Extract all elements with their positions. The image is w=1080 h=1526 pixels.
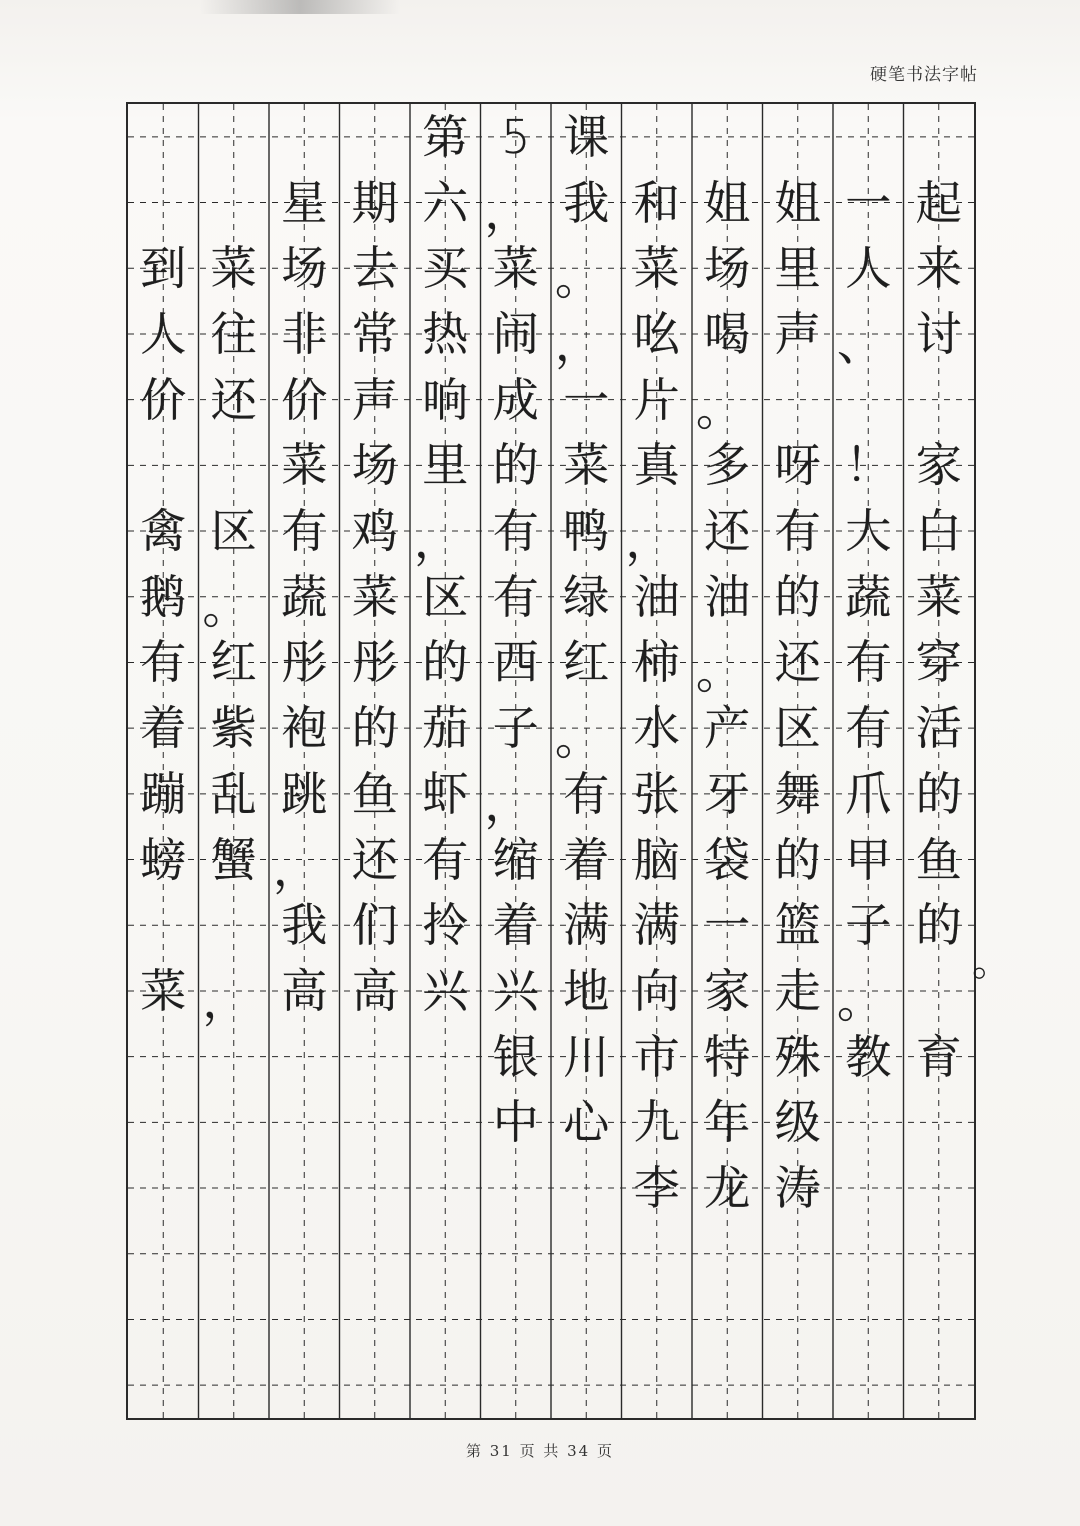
grid-cell — [199, 1155, 270, 1221]
grid-cell: 有 — [492, 569, 539, 624]
grid-cell — [481, 1352, 552, 1418]
grid-cell — [269, 1287, 340, 1353]
grid-cell — [340, 1221, 411, 1287]
grid-row — [128, 498, 974, 568]
grid-cell: 茄 — [422, 701, 469, 756]
grid-cell: 讨 — [915, 306, 962, 361]
grid-cell: 走 — [774, 963, 821, 1018]
grid-cell — [551, 1287, 622, 1353]
grid-cell: 第 — [422, 109, 469, 164]
grid-cell: 价 — [281, 372, 328, 427]
grid-cell: 张 — [633, 766, 680, 821]
grid-row — [128, 367, 974, 437]
grid-cell: 白 — [915, 504, 962, 559]
grid-cell — [340, 1155, 411, 1221]
grid-cell — [269, 1352, 340, 1418]
grid-cell — [340, 1090, 411, 1156]
grid-cell: 有 — [422, 832, 469, 887]
grid-cell: 产 — [704, 701, 751, 756]
grid-cell: 禽 — [140, 504, 187, 559]
grid-row — [128, 1287, 974, 1353]
grid-cell — [340, 104, 411, 170]
grid-cell: 真 — [633, 438, 680, 493]
grid-cell: 油 — [633, 569, 680, 624]
grid-cell: 菜 — [210, 241, 257, 296]
grid-cell — [340, 1024, 411, 1090]
grid-cell: 红 — [210, 635, 257, 690]
grid-cell: 着 — [492, 898, 539, 953]
grid-cell — [904, 1221, 975, 1287]
grid-cell: 地 — [563, 963, 610, 1018]
grid-cell — [128, 1090, 199, 1156]
grid-cell: 市 — [633, 1029, 680, 1084]
grid-cell: 年 — [704, 1095, 751, 1150]
grid-cell: ， — [273, 842, 319, 897]
grid-cell: 紫 — [210, 701, 257, 756]
grid-cell: 菜 — [633, 241, 680, 296]
grid-cell: 一 — [845, 175, 892, 230]
grid-cell: 。 — [555, 251, 601, 306]
grid-cell — [763, 1221, 834, 1287]
grid-cell: 的 — [351, 701, 398, 756]
grid-cell: 买 — [422, 241, 469, 296]
grid-cell — [904, 1155, 975, 1221]
grid-cell: 家 — [915, 438, 962, 493]
grid-cell: 满 — [563, 898, 610, 953]
grid-row — [128, 958, 974, 1028]
grid-row — [128, 1352, 974, 1418]
grid-cell — [128, 1155, 199, 1221]
grid-cell: 鸭 — [563, 504, 610, 559]
grid-cell — [692, 1352, 763, 1418]
grid-cell — [199, 433, 270, 499]
grid-cell: 菜 — [915, 569, 962, 624]
grid-cell: 吆 — [633, 306, 680, 361]
grid-cell — [269, 1155, 340, 1221]
grid-cell: 水 — [633, 701, 680, 756]
grid-cell: 人 — [845, 241, 892, 296]
grid-cell: 西 — [492, 635, 539, 690]
grid-cell: 的 — [774, 832, 821, 887]
grid-cell: 们 — [351, 898, 398, 953]
grid-cell: 到 — [140, 241, 187, 296]
writing-grid — [126, 102, 976, 1420]
grid-cell: 脑 — [633, 832, 680, 887]
grid-cell: 。 — [696, 382, 742, 437]
grid-cell: 我 — [563, 175, 610, 230]
grid-cell: 有 — [845, 701, 892, 756]
grid-cell: 还 — [351, 832, 398, 887]
grid-cell — [199, 1221, 270, 1287]
grid-row — [128, 1155, 974, 1221]
grid-cell: 非 — [281, 306, 328, 361]
grid-cell: 活 — [915, 701, 962, 756]
grid-cell — [622, 1352, 693, 1418]
grid-cell: 一 — [563, 372, 610, 427]
grid-cell: 龙 — [704, 1161, 751, 1216]
grid-cell: 菜 — [281, 438, 328, 493]
grid-cell — [199, 892, 270, 958]
grid-cell — [128, 433, 199, 499]
grid-row — [128, 301, 974, 371]
grid-cell — [481, 1287, 552, 1353]
grid-cell: 场 — [351, 438, 398, 493]
grid-cell: 跳 — [281, 766, 328, 821]
grid-row — [128, 1090, 974, 1156]
grid-cell: ， — [484, 185, 531, 240]
grid-cell: 彤 — [351, 635, 398, 690]
grid-cell: 中 — [492, 1095, 539, 1150]
grid-cell: ， — [484, 776, 531, 831]
grid-cell: ， — [625, 513, 672, 568]
grid-cell: 心 — [563, 1095, 610, 1150]
grid-cell: 穿 — [915, 635, 962, 690]
grid-cell: 鱼 — [915, 832, 962, 887]
grid-cell: 彤 — [281, 635, 328, 690]
grid-cell — [340, 1287, 411, 1353]
grid-cell — [551, 1352, 622, 1418]
grid-cell — [410, 1090, 481, 1156]
grid-cell — [481, 1155, 552, 1221]
grid-cell — [833, 1352, 904, 1418]
grid-cell — [128, 1352, 199, 1418]
grid-cell: 家 — [704, 963, 751, 1018]
grid-cell: 甲 — [845, 832, 892, 887]
grid-cell — [340, 1352, 411, 1418]
grid-cell: 往 — [210, 306, 257, 361]
grid-cell — [128, 170, 199, 236]
grid-cell — [128, 1024, 199, 1090]
grid-cell: 教 — [845, 1029, 892, 1084]
grid-cell — [410, 1221, 481, 1287]
grid-cell — [199, 1090, 270, 1156]
grid-cell: 高 — [281, 963, 328, 1018]
grid-cell: 育 — [915, 1029, 962, 1084]
grid-cell: 九 — [633, 1095, 680, 1150]
grid-cell: 有 — [281, 504, 328, 559]
grid-row — [128, 170, 974, 240]
grid-cell: 还 — [210, 372, 257, 427]
grid-cell: 里 — [774, 241, 821, 296]
grid-cell: 银 — [492, 1029, 539, 1084]
grid-cell: 5 — [501, 109, 531, 164]
grid-cell — [269, 1090, 340, 1156]
grid-cell: 成 — [492, 372, 539, 427]
grid-cell: 和 — [633, 175, 680, 230]
grid-cell: 向 — [633, 963, 680, 1018]
grid-cell — [199, 104, 270, 170]
grid-cell — [269, 1024, 340, 1090]
grid-cell: 高 — [351, 963, 398, 1018]
grid-cell: ， — [202, 973, 249, 1028]
grid-cell: 的 — [492, 438, 539, 493]
grid-cell: 绿 — [563, 569, 610, 624]
grid-cell: 有 — [563, 766, 610, 821]
grid-cell: 涛 — [774, 1161, 821, 1216]
grid-cell — [269, 104, 340, 170]
grid-cell — [410, 1287, 481, 1353]
grid-cell — [199, 1287, 270, 1353]
grid-cell: ！ — [845, 438, 892, 493]
trailing-period: 。 — [972, 939, 1012, 985]
grid-cell: 价 — [140, 372, 187, 427]
grid-cell: 的 — [422, 635, 469, 690]
grid-cell: 响 — [422, 372, 469, 427]
grid-cell: 。 — [696, 645, 742, 700]
grid-cell — [904, 1352, 975, 1418]
grid-cell — [481, 1221, 552, 1287]
grid-cell: 鱼 — [351, 766, 398, 821]
grid-cell: 区 — [422, 569, 469, 624]
grid-cell: 。 — [202, 579, 249, 634]
grid-cell: 有 — [492, 504, 539, 559]
grid-cell: 喝 — [704, 306, 751, 361]
grid-row — [128, 1024, 974, 1090]
grid-cell: 我 — [281, 898, 328, 953]
grid-cell: 袋 — [704, 832, 751, 887]
grid-cell: 鸡 — [351, 504, 398, 559]
grid-cell: 有 — [774, 504, 821, 559]
grid-cell — [904, 1090, 975, 1156]
grid-cell: 兴 — [492, 963, 539, 1018]
grid-cell: 满 — [633, 898, 680, 953]
grid-row — [128, 892, 974, 958]
grid-cell: ， — [555, 316, 601, 371]
grid-cell — [199, 1352, 270, 1418]
grid-cell: 热 — [422, 306, 469, 361]
grid-cell — [269, 1221, 340, 1287]
grid-cell — [410, 1155, 481, 1221]
grid-cell: 场 — [281, 241, 328, 296]
grid-cell: 的 — [774, 569, 821, 624]
grid-cell — [410, 1024, 481, 1090]
grid-cell — [692, 1221, 763, 1287]
grid-cell: 。 — [837, 973, 883, 1028]
grid-cell: 。 — [555, 710, 601, 765]
grid-cell: 牙 — [704, 766, 751, 821]
grid-cell: 菜 — [492, 241, 539, 296]
page-footer: 第 31 页 共 34 页 — [465, 1442, 614, 1460]
grid-cell — [128, 104, 199, 170]
grid-cell: 声 — [351, 372, 398, 427]
grid-row — [128, 761, 974, 831]
grid-cell — [692, 1287, 763, 1353]
grid-cell — [904, 958, 975, 1024]
grid-cell: 蟹 — [210, 832, 257, 887]
grid-cell: 还 — [704, 504, 751, 559]
grid-cell: 特 — [704, 1029, 751, 1084]
grid-cell: 蹦 — [140, 766, 187, 821]
grid-cell: 子 — [492, 701, 539, 756]
grid-cell: 蔬 — [845, 569, 892, 624]
grid-cell — [199, 170, 270, 236]
grid-cell: 着 — [140, 701, 187, 756]
grid-row — [128, 433, 974, 499]
grid-cell: 菜 — [351, 569, 398, 624]
grid-cell — [551, 1155, 622, 1221]
grid-row — [128, 1221, 974, 1287]
grid-cell — [833, 1090, 904, 1156]
grid-cell: 川 — [563, 1029, 610, 1084]
grid-cell: 柿 — [633, 635, 680, 690]
grid-cell: 区 — [774, 701, 821, 756]
grid-cell: 油 — [704, 569, 751, 624]
grid-cell: 多 — [704, 438, 751, 493]
grid-cell: 红 — [563, 635, 610, 690]
grid-cell: 呀 — [774, 438, 821, 493]
grid-cell: 级 — [774, 1095, 821, 1150]
grid-cell — [763, 1352, 834, 1418]
grid-cell: 菜 — [563, 438, 610, 493]
grid-row — [128, 630, 974, 700]
grid-cell: 里 — [422, 438, 469, 493]
grid-cell: 兴 — [422, 963, 469, 1018]
grid-cell: 殊 — [774, 1029, 821, 1084]
grid-cell: 大 — [845, 504, 892, 559]
grid-cell: 李 — [633, 1161, 680, 1216]
grid-cell: 区 — [210, 504, 257, 559]
grid-row — [128, 235, 974, 306]
grid-cell — [128, 892, 199, 958]
grid-cell: 片 — [633, 372, 680, 427]
grid-cell: 袍 — [281, 701, 328, 756]
grid-cell: 期 — [351, 175, 398, 230]
grid-cell: 鹅 — [140, 569, 187, 624]
grid-cell: 舞 — [774, 766, 821, 821]
grid-cell — [833, 1287, 904, 1353]
grid-cell: 的 — [915, 898, 962, 953]
grid-cell — [904, 1287, 975, 1353]
grid-cell: 虾 — [422, 766, 469, 821]
grid-cell — [833, 1155, 904, 1221]
grid-cell: 还 — [774, 635, 821, 690]
grid-row — [128, 104, 974, 170]
header-title: 硬笔书法字帖 — [870, 65, 978, 85]
grid-row — [128, 695, 974, 765]
grid-cell — [763, 367, 834, 433]
grid-cell: 姐 — [704, 175, 751, 230]
grid-cell — [763, 104, 834, 170]
grid-cell: 一 — [704, 898, 751, 953]
grid-cell — [551, 1221, 622, 1287]
grid-cell: 常 — [351, 306, 398, 361]
grid-cell: 场 — [704, 241, 751, 296]
grid-cell: 、 — [837, 316, 883, 371]
grid-cell — [622, 1287, 693, 1353]
grid-cell: 星 — [281, 175, 328, 230]
grid-cell: 来 — [915, 241, 962, 296]
grid-cell — [833, 104, 904, 170]
grid-row — [128, 827, 974, 897]
grid-cell — [904, 104, 975, 170]
grid-cell: 着 — [563, 832, 610, 887]
grid-cell: 人 — [140, 306, 187, 361]
grid-cell: 拎 — [422, 898, 469, 953]
paper-clip-shadow — [200, 0, 400, 14]
grid-cell — [622, 104, 693, 170]
grid-cell — [128, 1287, 199, 1353]
grid-cell: 去 — [351, 241, 398, 296]
grid-cell: 课 — [563, 109, 610, 164]
grid-cell — [833, 367, 904, 433]
grid-cell: 篮 — [774, 898, 821, 953]
grid-cell: 起 — [915, 175, 962, 230]
grid-cell: 姐 — [774, 175, 821, 230]
grid-cell: 乱 — [210, 766, 257, 821]
grid-cell: 闹 — [492, 306, 539, 361]
grid-cell — [410, 1352, 481, 1418]
grid-cell — [833, 1221, 904, 1287]
grid-cell: 螃 — [140, 832, 187, 887]
grid-cell — [199, 1024, 270, 1090]
grid-cell: 爪 — [845, 766, 892, 821]
grid-cell — [763, 1287, 834, 1353]
grid-cell: 子 — [845, 898, 892, 953]
grid-cell: 缩 — [492, 832, 539, 887]
grid-cell: ， — [414, 513, 460, 568]
grid-cell: 蔬 — [281, 569, 328, 624]
grid-cell — [904, 367, 975, 433]
grid-cell — [128, 1221, 199, 1287]
grid-cell: 有 — [140, 635, 187, 690]
grid-cell: 的 — [915, 766, 962, 821]
grid-cell — [622, 1221, 693, 1287]
grid-cell: 有 — [845, 635, 892, 690]
grid-cell: 声 — [774, 306, 821, 361]
grid-cell: 菜 — [140, 963, 187, 1018]
grid-cell: 六 — [422, 175, 469, 230]
grid-row — [128, 564, 974, 634]
grid-cell — [692, 104, 763, 170]
